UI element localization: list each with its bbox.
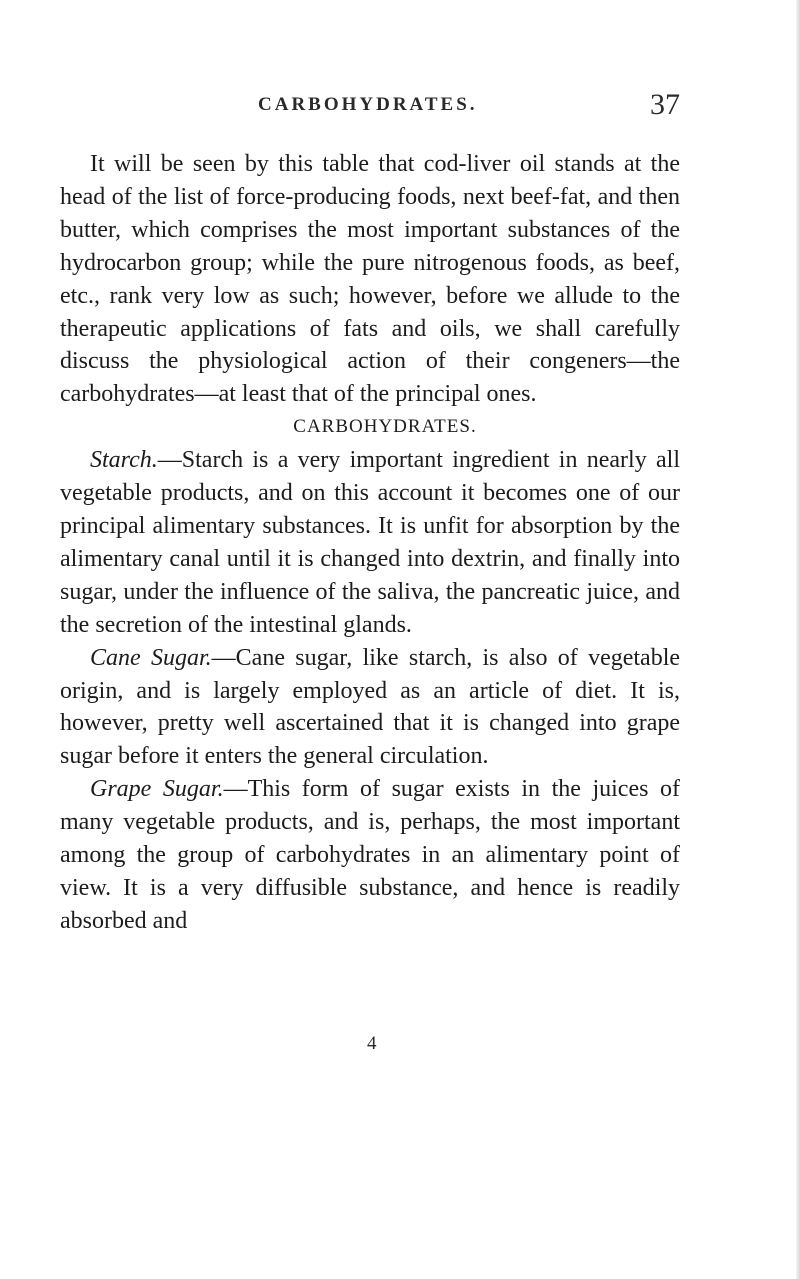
entry-text: —Starch is a very important ingredient in nearly all vegetable products, and on this account it becomes one of our principal alimentary substances. It is unfit for absorption by the alimentary canal until it is changed into dextrin, and finally into sugar, under the influence of the saliva, the pancreatic juice, and the secretion of the intestinal glands.	[60, 447, 680, 638]
page-number: 37	[650, 88, 680, 121]
entry-text: —Cane sugar, like starch, is also of vegetable origin, and is largely employed as an article of diet. It is, however, pretty well ascertained that it is changed into grape sugar before it enters the general circulation.	[60, 644, 681, 770]
entry-term: Grape Sugar.	[90, 776, 224, 803]
entry-term: Cane Sugar.	[90, 644, 212, 671]
running-header	[60, 90, 680, 126]
intro-paragraph: It will be seen by this table that cod-liver oil stands at the head of the list of force-producing foods, next beef-fat, and then butter, which comprises the most important substances of the hydrocarbon group; while the pure nitrogenous foods, as beef, etc., rank very low as such; however, before we allude to the therapeutic applications of fats and oils, we shall carefully discuss the physiological action of their congeners—the carbohydrates—at least that of the principal ones.	[60, 151, 680, 408]
page-body	[60, 148, 680, 938]
page-edge	[796, 0, 800, 1279]
signature-mark: 4	[367, 1033, 377, 1054]
entry-paragraph-cane-sugar	[60, 642, 680, 774]
entry-paragraph-grape-sugar	[60, 773, 680, 938]
entry-term: Starch.	[90, 447, 158, 474]
section-heading: CARBOHYDRATES.	[293, 416, 477, 438]
running-title: CARBOHYDRATES.	[258, 94, 478, 115]
entry-paragraph-starch	[60, 444, 680, 641]
entry-text: —This form of sugar exists in the juices of many vegetable products, and is, perhaps, the most important among the group of carbohydrates in an alimentary point of view. It is a very diffusible substance, and hence is readily absorbed and	[60, 776, 680, 934]
